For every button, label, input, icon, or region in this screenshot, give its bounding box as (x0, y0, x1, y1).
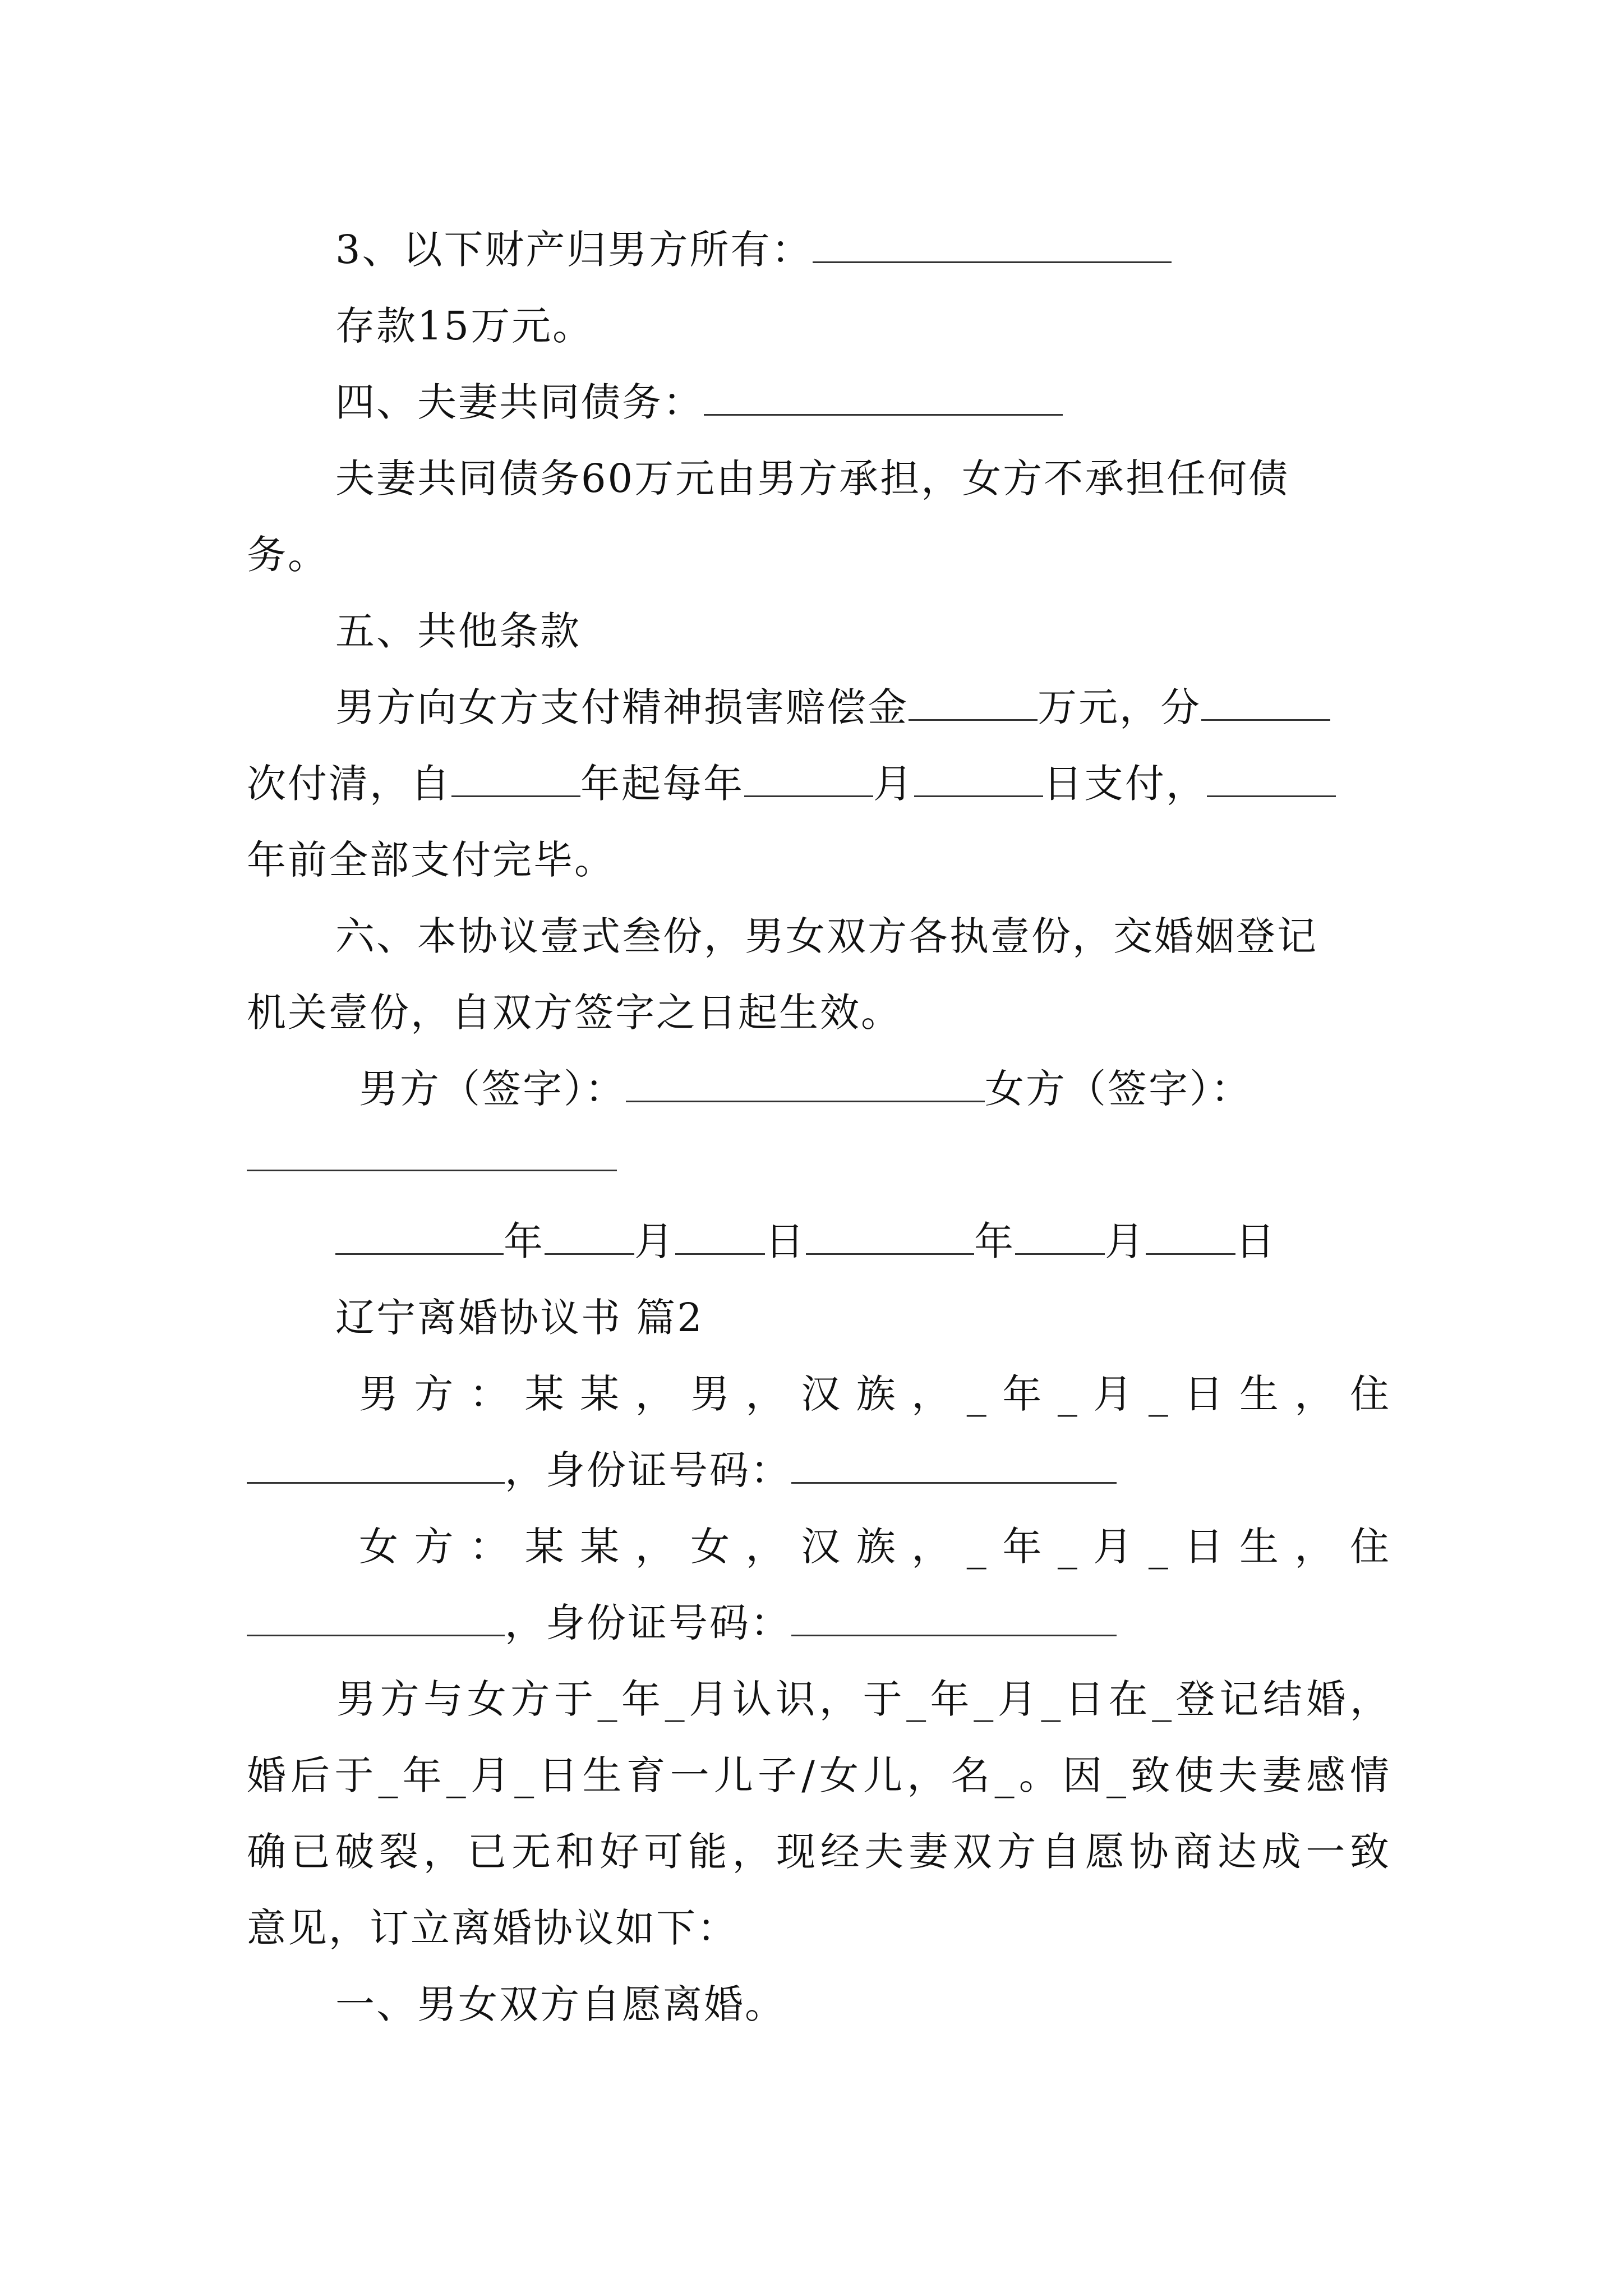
section-6-line-2: 机关壹份，自双方签字之日起生效。 (247, 990, 902, 1036)
fill-blank (675, 1220, 765, 1255)
savings-line: 存款15万元。 (335, 303, 594, 349)
fill-blank (1207, 762, 1336, 797)
debt-paragraph-line-1: 夫妻共同债务60万元由男方承担，女方不承担任何债 (335, 455, 1290, 501)
compensation-line-1 (335, 679, 1330, 735)
section-title-part-2: 辽宁离婚协议书 篇2 (335, 1295, 704, 1341)
background-paragraph-line-1: 男方与女方于_年_月认识，于_年_月_日在_登记结婚， (336, 1676, 1391, 1722)
fill-blank (914, 762, 1043, 797)
female-party-line-1: 女方：某某，女，汉族，_年_月_日生，住 (359, 1524, 1391, 1570)
compensation-line-3: 年前全部支付完毕。 (247, 837, 615, 883)
female-party-line-2 (247, 1595, 1117, 1651)
fill-blank (813, 228, 1172, 263)
female-signature-blank (247, 1170, 617, 1171)
date-year-label: 年 (504, 1218, 545, 1264)
background-paragraph-line-4: 意见，订立离婚协议如下： (247, 1905, 738, 1951)
article-1-line: 一、男女双方自愿离婚。 (335, 1981, 786, 2027)
id-number-blank (791, 1601, 1117, 1636)
fill-blank (704, 380, 1063, 416)
line-text: 月 (873, 761, 914, 807)
signature-line (359, 1061, 1252, 1117)
female-signature-label: 女方（签字）： (985, 1066, 1252, 1112)
fill-blank (1015, 1220, 1105, 1255)
background-paragraph-line-3: 确已破裂，已无和好可能，现经夫妻双方自愿协商达成一致 (247, 1829, 1391, 1875)
fill-blank (806, 1220, 974, 1255)
debt-paragraph-line-2: 务。 (247, 532, 329, 578)
fill-blank (335, 1220, 504, 1255)
date-day-label: 日 (765, 1218, 806, 1264)
line-text: 年起每年 (580, 761, 744, 807)
male-signature-label: 男方（签字）： (359, 1066, 626, 1112)
fill-blank (451, 762, 580, 797)
section-5-heading: 五、共他条款 (335, 608, 581, 654)
background-paragraph-line-2: 婚后于_年_月_日生育一儿子/女儿，名_。因_致使夫妻感情 (247, 1752, 1391, 1798)
fill-blank (545, 1220, 634, 1255)
signature-date-line (335, 1213, 1276, 1269)
male-party-line-1: 男方：某某，男，汉族，_年_月_日生，住 (359, 1371, 1391, 1417)
male-party-line-2 (247, 1442, 1117, 1498)
line-text: 万元，分 (1038, 684, 1201, 730)
id-label: ，身份证号码： (505, 1600, 791, 1646)
fill-blank (744, 762, 873, 797)
line-text: 次付清，自 (247, 761, 451, 807)
fill-blank (1201, 685, 1330, 721)
id-label: ，身份证号码： (505, 1447, 791, 1493)
date-day-label: 日 (1235, 1218, 1276, 1264)
fill-blank (909, 685, 1038, 721)
line-text: 男方向女方支付精神损害赔偿金 (335, 684, 909, 730)
date-month-label: 月 (634, 1218, 675, 1264)
line-text: 四、夫妻共同债务： (335, 379, 704, 425)
line-text: 日支付， (1043, 761, 1207, 807)
section-4-debts-heading (335, 374, 1063, 430)
line-text: 3、以下财产归男方所有： (335, 227, 813, 273)
address-blank (247, 1448, 505, 1484)
address-blank (247, 1601, 505, 1636)
compensation-line-2 (247, 756, 1336, 812)
clause-3-male-property (335, 222, 1172, 278)
date-month-label: 月 (1105, 1218, 1146, 1264)
fill-blank (1146, 1220, 1235, 1255)
id-number-blank (791, 1448, 1117, 1484)
male-signature-blank (626, 1067, 985, 1102)
section-6-line-1: 六、本协议壹式叁份，男女双方各执壹份，交婚姻登记 (335, 913, 1318, 959)
date-year-label: 年 (974, 1218, 1015, 1264)
